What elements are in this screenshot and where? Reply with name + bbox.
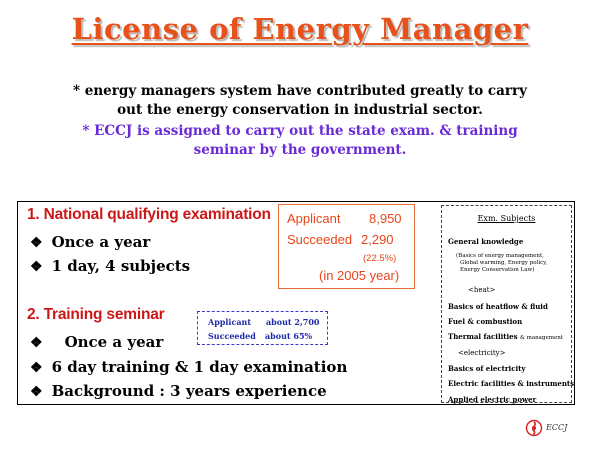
bullet-text: 1 day, 4 subjects: [51, 257, 191, 275]
subject-general-detail: (Basics of energy management,: [456, 253, 544, 259]
exam-subjects-title: Exm. Subjects: [477, 214, 536, 223]
diamond-bullet-icon: ❖: [30, 335, 43, 351]
logo-text: ECCJ: [546, 423, 568, 432]
subject-electricity: Basics of electricity: [448, 364, 526, 373]
subject-heat-suffix: & management: [520, 335, 563, 341]
section-2-bullet: [30, 382, 327, 400]
heat-group-tag: <heat>: [468, 286, 496, 294]
training-applicant-label: Applicant: [208, 317, 252, 327]
training-stats-box: [197, 311, 328, 345]
bullet-text: 6 day training & 1 day examination: [51, 358, 348, 376]
section-2-bullet: [30, 358, 347, 376]
subject-heat: Basics of heatflow & fluid: [448, 302, 548, 311]
intro-note-2: [0, 122, 600, 160]
section-1-heading: 1. National qualifying examination: [27, 206, 271, 223]
training-applicant-value: about 2,700: [266, 317, 320, 327]
subject-heat: [448, 332, 563, 341]
subject-electricity: Electric facilities & instruments: [448, 379, 575, 388]
subject-heat: Fuel & combustion: [448, 317, 523, 326]
succeeded-label: Succeeded: [287, 232, 353, 247]
section-2-bullet: [30, 333, 163, 351]
page-title: License of Energy Manager: [71, 12, 529, 46]
bullet-text: Background : 3 years experience: [51, 382, 327, 400]
intro-note-1: [0, 82, 600, 120]
section-1-bullet: [30, 257, 190, 275]
intro-note-1-line-b: out the energy conservation in industrial sector.: [117, 102, 483, 118]
diamond-bullet-icon: ❖: [30, 360, 43, 376]
intro-note-2-line-a: * ECCJ is assigned to carry out the state exam. & training: [82, 123, 518, 139]
intro-note-1-line-a: * energy managers system have contributed greatly to carry: [73, 83, 527, 99]
electricity-group-tag: <electricity>: [458, 349, 506, 357]
subject-heat-main: Thermal facilities: [448, 332, 518, 341]
training-succeeded-label: Succeeded: [208, 331, 256, 341]
subject-general: General knowledge: [448, 237, 524, 246]
bullet-text: Once a year: [51, 233, 151, 251]
intro-note-2-line-b: seminar by the government.: [193, 142, 407, 158]
exam-subjects-box: [441, 205, 575, 404]
year-note: (in 2005 year): [319, 268, 400, 283]
exam-stats-box: [278, 204, 415, 289]
applicant-label: Applicant: [287, 211, 341, 226]
training-succeeded-value: about 65%: [265, 331, 313, 341]
bullet-text: Once a year: [64, 333, 164, 351]
diamond-bullet-icon: ❖: [30, 384, 43, 400]
diamond-bullet-icon: ❖: [30, 235, 43, 251]
eccj-logo-icon: [524, 419, 544, 437]
subject-general-detail: Energy Conservation Law): [460, 267, 535, 273]
subject-general-detail: Global warming, Energy policy,: [460, 260, 548, 266]
applicant-value: 8,950: [369, 211, 402, 226]
succeeded-percent: (22.5%): [363, 253, 397, 264]
subject-electricity: Applied electric power: [448, 395, 537, 404]
succeeded-value: 2,290: [361, 232, 394, 247]
section-2-heading: 2. Training seminar: [27, 306, 165, 323]
diamond-bullet-icon: ❖: [30, 259, 43, 275]
section-1-bullet: [30, 233, 150, 251]
